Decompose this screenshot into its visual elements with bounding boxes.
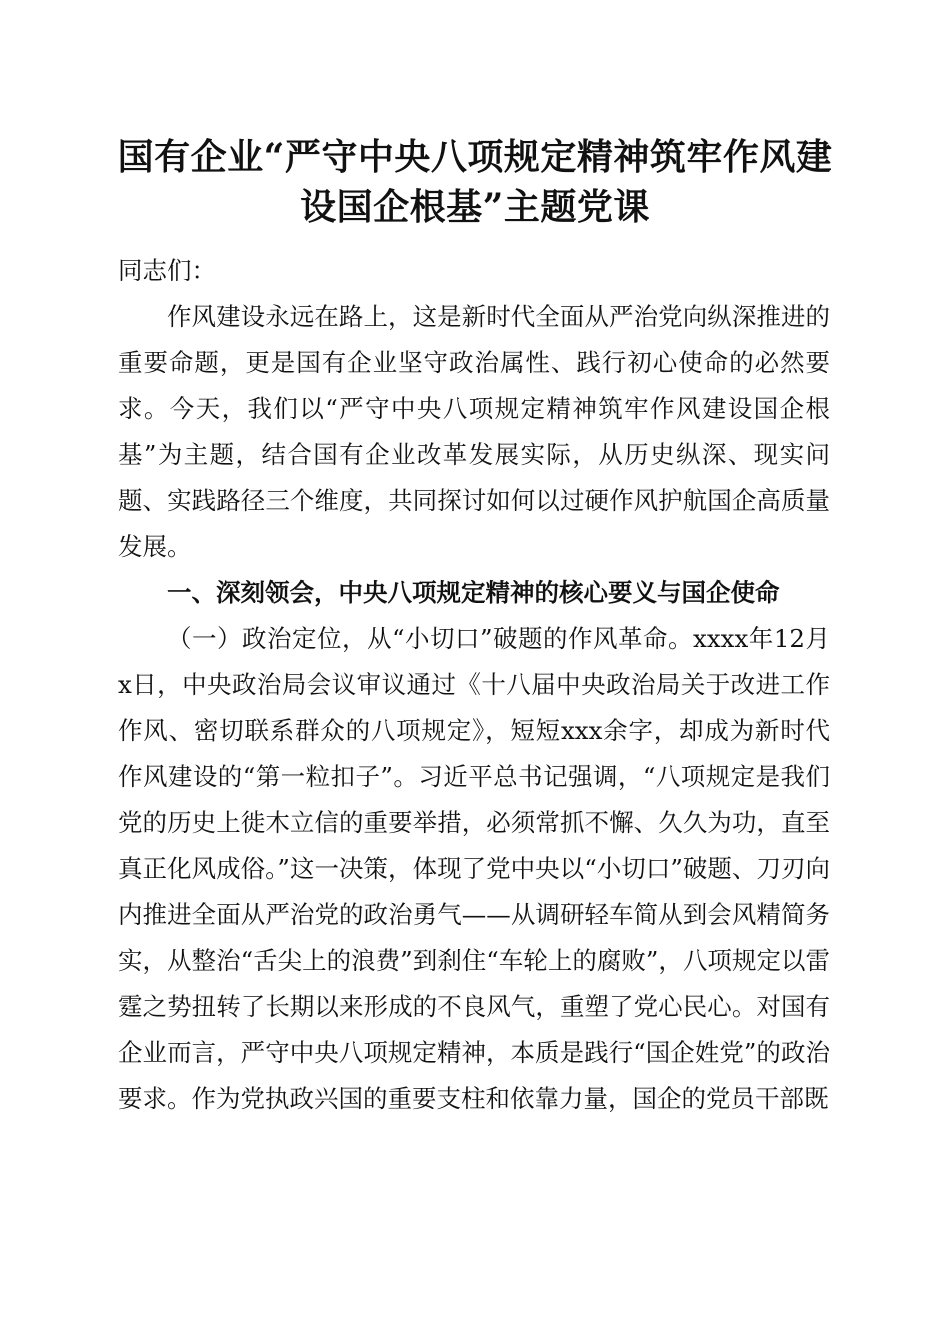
document-body xyxy=(118,248,830,1122)
document-title: 国有企业“严守中央八项规定精神筑牢作风建设国企根基”主题党课 xyxy=(117,136,833,228)
intro-paragraph: 作风建设永远在路上，这是新时代全面从严治党向纵深推进的重要命题，更是国有企业坚守政治属性、践行初心使命的必然要求。今天，我们以“严守中央八项规定精神筑牢作风建设国企根基”为主题，结合国有企业改革发展实际，从历史纵深、现实问题、实践路径三个维度，共同探讨如何以过硬作风护航国企高质量发展。 xyxy=(118,302,830,561)
section-heading: 一、深刻领会，中央八项规定精神的核心要义与国企使命 xyxy=(167,578,780,607)
subsection-paragraph: （一）政治定位，从“小切口”破题的作风革命。xxxx年12月x日，中央政治局会议审议通过《十八届中央政治局关于改进工作作风、密切联系群众的八项规定》，短短xxx余字，却成为新时代作风建设的“第一粒扣子”。习近平总书记强调，“八项规定是我们党的历史上徙木立信的重要举措，必须常抓不懈、久久为功，直至真正化风成俗。”这一决策，体现了党中央以“小切口”破题、刀刃向内推进全面从严治党的政治勇气——从调研轻车简从到会风精简务实，从整治“舌尖上的浪费”到刹住“车轮上的腐败”，八项规定以雷霆之势扭转了长期以来形成的不良风气，重塑了党心民心。对国有企业而言，严守中央八项规定精神，本质是践行“国企姓党”的政治要求。作为党执政兴国的重要支柱和依靠力量，国企的党员干部既 xyxy=(118,624,830,1113)
salutation: 同志们： xyxy=(118,256,216,285)
